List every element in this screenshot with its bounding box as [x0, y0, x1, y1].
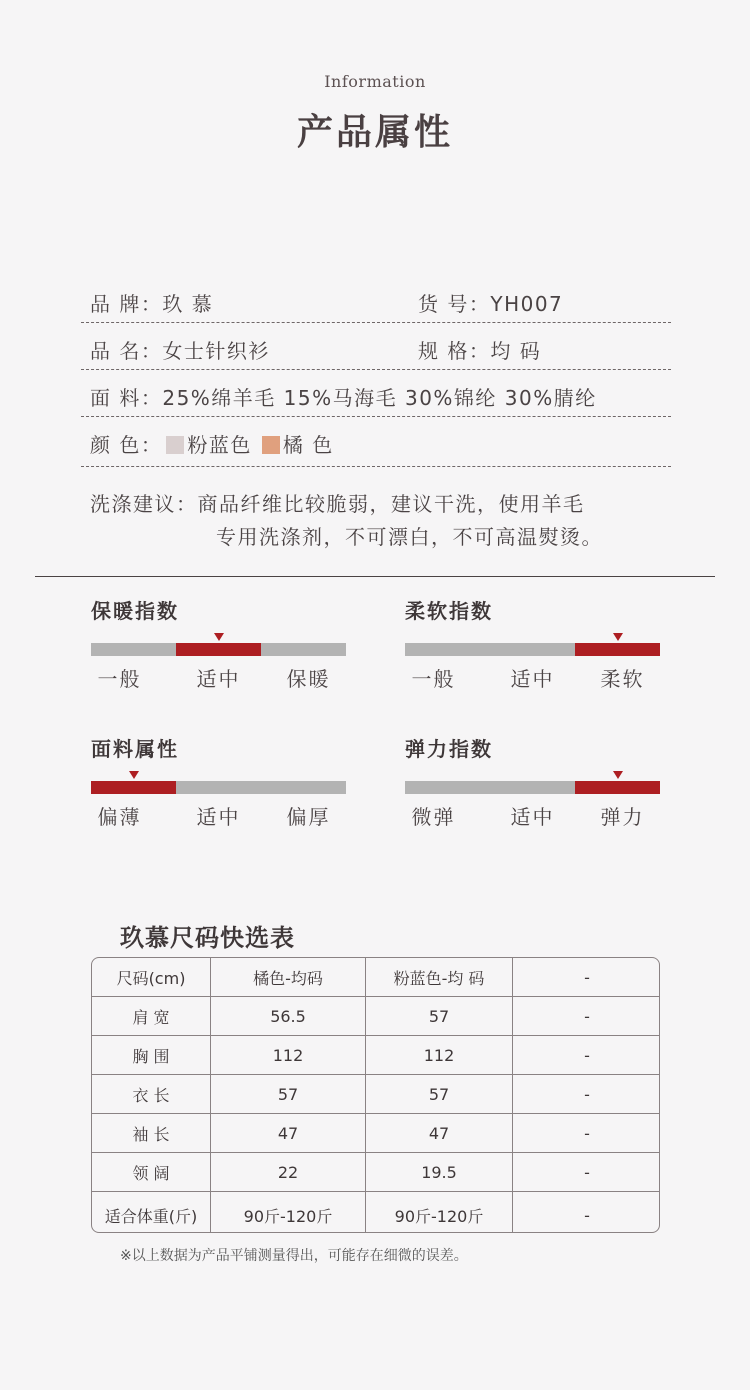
scale-label: 柔软 — [600, 667, 645, 691]
scale-label: 适中 — [510, 667, 555, 691]
table-header-cell: - — [584, 967, 590, 987]
table-cell: 19.5 — [366, 1153, 513, 1191]
scale-segment — [575, 643, 660, 656]
brand-value: 品 牌：玖 慕 — [90, 292, 214, 316]
index-elasticity — [405, 733, 645, 829]
scale-segment — [261, 781, 346, 794]
scale-marker-icon — [214, 633, 224, 641]
index-title: 弹力指数 — [405, 737, 493, 761]
scale-label: 一般 — [411, 667, 456, 691]
table-cell: 90斤-120斤 — [366, 1192, 513, 1233]
color-label: 颜 色： — [90, 433, 163, 457]
table-cell: 胸 围 — [92, 1036, 211, 1074]
care-instructions — [90, 488, 603, 554]
scale-segment — [176, 781, 261, 794]
table-cell: 57 — [366, 997, 513, 1035]
scale-label: 适中 — [510, 805, 555, 829]
attr-row-color — [81, 417, 671, 467]
table-cell: - — [584, 1206, 590, 1225]
table-header-cell: 粉蓝色-均 码 — [366, 958, 513, 996]
index-softness — [405, 595, 645, 691]
index-scale — [405, 781, 660, 829]
table-cell: - — [584, 1084, 590, 1104]
table-cell: 22 — [211, 1153, 366, 1191]
table-cell: 57 — [211, 1075, 366, 1113]
index-title: 面料属性 — [91, 737, 179, 761]
attr-row-brand — [81, 276, 671, 323]
color-swatch-orange — [262, 436, 280, 454]
scale-label: 适中 — [196, 667, 241, 691]
scale-label: 弹力 — [600, 805, 645, 829]
table-cell: 90斤-120斤 — [211, 1192, 366, 1233]
table-cell: 57 — [366, 1075, 513, 1113]
color-name-orange: 橘 色 — [282, 433, 334, 457]
table-header-cell: 尺码(cm) — [92, 958, 211, 996]
size-table-title: 玖慕尺码快选表 — [120, 924, 295, 952]
scale-label: 适中 — [196, 805, 241, 829]
index-warmth — [91, 595, 331, 691]
table-cell: - — [584, 1162, 590, 1182]
scale-label: 偏厚 — [286, 805, 331, 829]
table-cell: 47 — [211, 1114, 366, 1152]
header-english-title: Information — [324, 72, 426, 91]
scale-segment — [405, 643, 490, 656]
care-line-1: 洗涤建议：商品纤维比较脆弱，建议干洗，使用羊毛 — [90, 492, 585, 516]
table-cell: 56.5 — [211, 997, 366, 1035]
spec-value: 规 格：均 码 — [418, 339, 542, 363]
table-row — [92, 1114, 660, 1153]
fabric-value: 面 料：25%绵羊毛 15%马海毛 30%锦纶 30%腈纶 — [90, 386, 597, 410]
table-cell: - — [584, 1045, 590, 1065]
scale-segment — [405, 781, 490, 794]
index-title: 柔软指数 — [405, 599, 493, 623]
scale-segment — [490, 643, 575, 656]
scale-segment — [261, 643, 346, 656]
table-cell: 47 — [366, 1114, 513, 1152]
table-cell: - — [584, 1006, 590, 1026]
page-title: 产品属性 — [296, 112, 453, 153]
table-row — [92, 1153, 660, 1192]
attr-row-fabric — [81, 370, 671, 417]
index-scale — [91, 781, 346, 829]
scale-marker-icon — [613, 633, 623, 641]
scale-segment — [176, 643, 261, 656]
index-scale — [405, 643, 660, 691]
table-cell: 袖 长 — [92, 1114, 211, 1152]
table-header-cell: 橘色-均码 — [211, 958, 366, 996]
scale-segment — [575, 781, 660, 794]
index-scale — [91, 643, 346, 691]
table-row — [92, 997, 660, 1036]
table-cell: 领 阔 — [92, 1153, 211, 1191]
color-row — [90, 429, 334, 458]
scale-segment — [91, 643, 176, 656]
table-cell: 适合体重(斤) — [92, 1192, 211, 1233]
table-cell: 衣 长 — [92, 1075, 211, 1113]
scale-label: 偏薄 — [97, 805, 142, 829]
table-cell: 112 — [211, 1036, 366, 1074]
item-number-value: 货 号：YH007 — [418, 292, 564, 316]
scale-segment — [490, 781, 575, 794]
care-line-2: 专用洗涤剂，不可漂白，不可高温熨烫。 — [216, 525, 603, 549]
table-cell: 肩 宽 — [92, 997, 211, 1035]
table-cell: 112 — [366, 1036, 513, 1074]
attr-row-name — [81, 323, 671, 370]
index-title: 保暖指数 — [91, 599, 179, 623]
table-row — [92, 1036, 660, 1075]
scale-label: 微弹 — [411, 805, 456, 829]
scale-marker-icon — [613, 771, 623, 779]
color-name-pink-blue: 粉蓝色 — [187, 433, 252, 457]
scale-label: 一般 — [97, 667, 142, 691]
product-name-value: 品 名：女士针织衫 — [90, 339, 270, 363]
color-swatch-pink-blue — [166, 436, 184, 454]
index-fabric-thickness — [91, 733, 331, 829]
table-header-row — [92, 958, 660, 997]
table-row — [92, 1075, 660, 1114]
scale-label: 保暖 — [286, 667, 331, 691]
table-row — [92, 1192, 660, 1233]
scale-marker-icon — [129, 771, 139, 779]
table-cell: - — [584, 1123, 590, 1143]
scale-segment — [91, 781, 176, 794]
size-table — [91, 957, 660, 1233]
measurement-note: ※以上数据为产品平铺测量得出，可能存在细微的误差。 — [120, 1248, 468, 1264]
section-divider — [35, 576, 715, 577]
